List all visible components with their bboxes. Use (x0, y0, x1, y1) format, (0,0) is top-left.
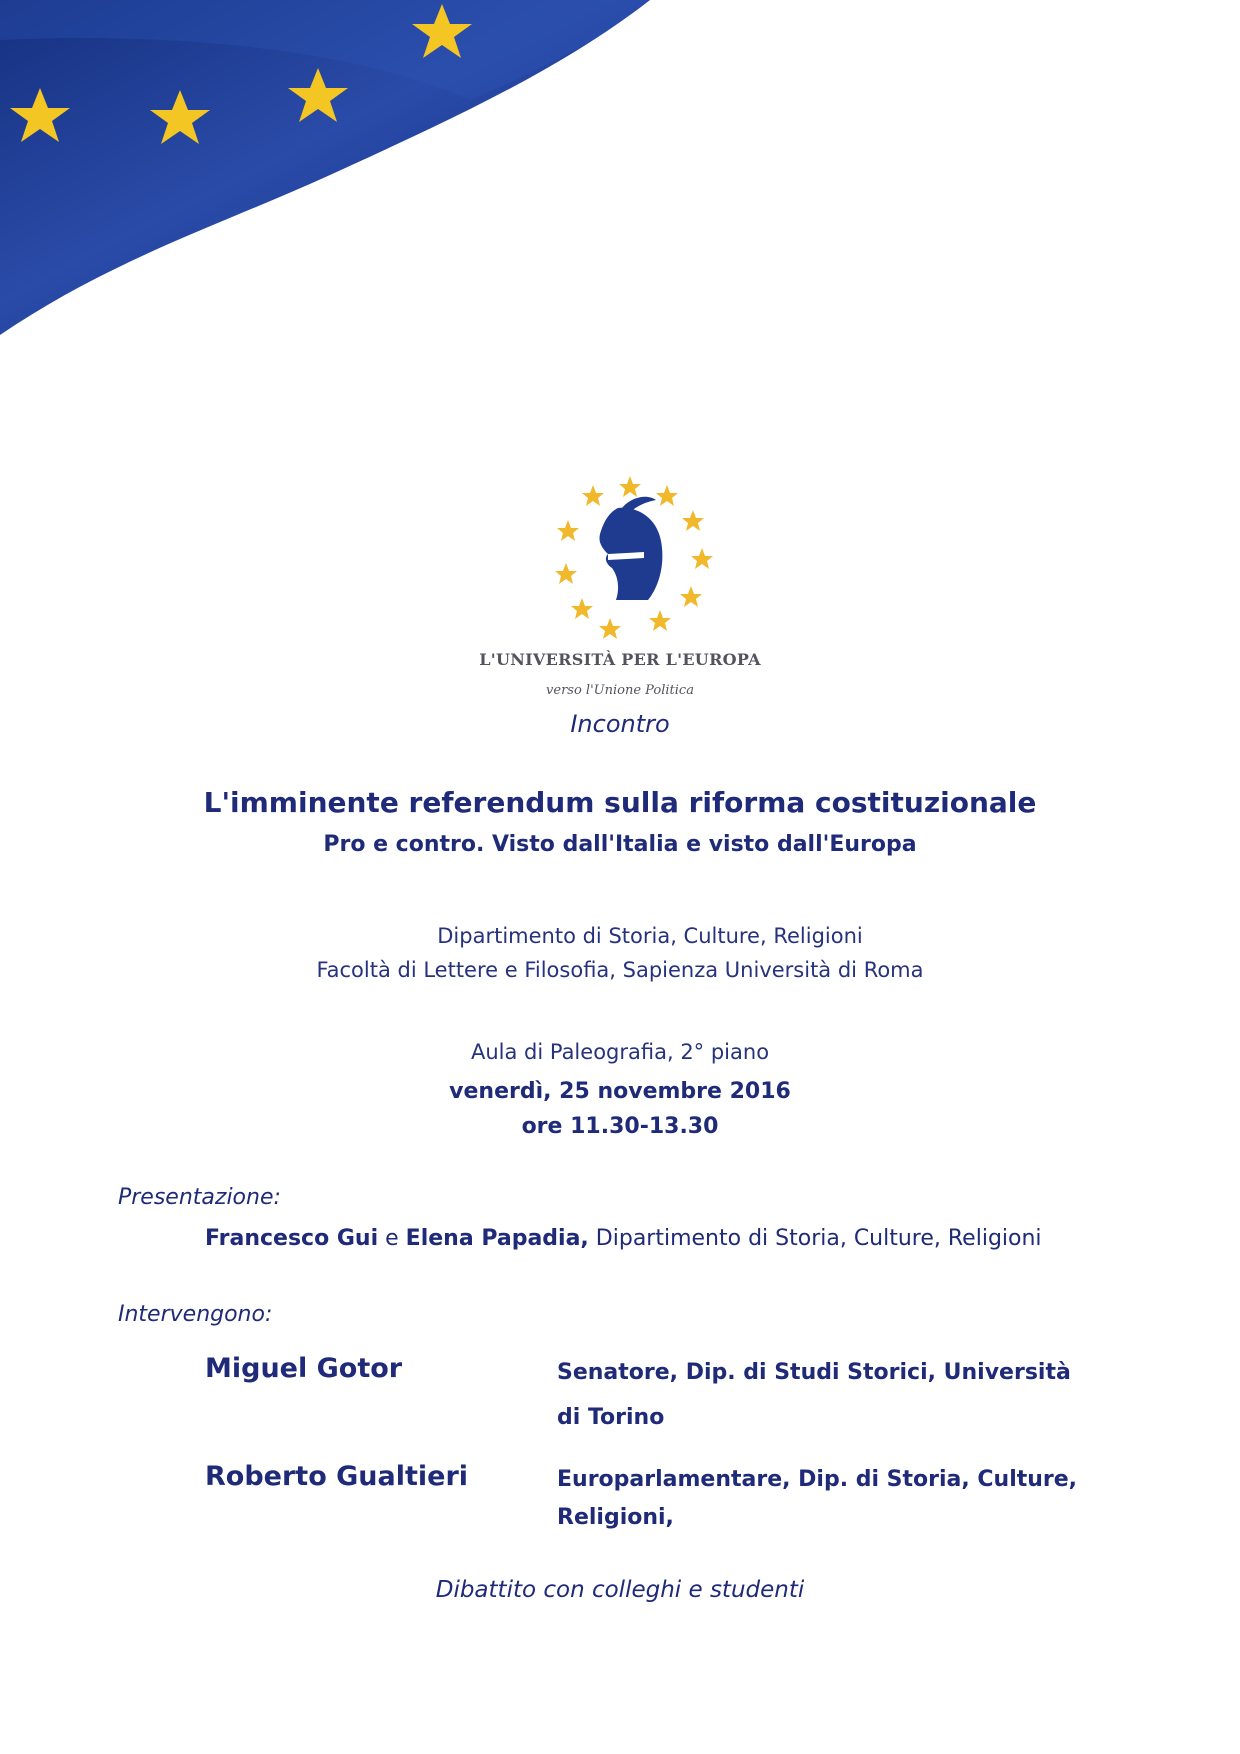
speaker-role: Europarlamentare, Dip. di Storia, Culture, Religioni, (557, 1467, 1078, 1530)
closing-note: Dibattito con colleghi e studenti (435, 1577, 805, 1603)
logo-subtitle: verso l'Unione Politica (546, 683, 694, 698)
minerva-helmet-icon (599, 497, 662, 600)
logo-title: L'UNIVERSITÀ PER L'EUROPA (479, 650, 761, 669)
department: Dipartimento di Storia, Culture, Religioni (437, 924, 863, 948)
presenter-name: Francesco Gui (205, 1226, 379, 1251)
university-logo (520, 468, 720, 646)
speaker-name: Miguel Gotor (205, 1353, 403, 1384)
event-time: ore 11.30-13.30 (521, 1114, 719, 1139)
event-type: Incontro (570, 710, 670, 738)
event-subtitle: Pro e contro. Visto dall'Italia e visto dall'Europa (323, 832, 917, 857)
presenter-conjunction: e (385, 1226, 399, 1251)
presenter-affiliation: Dipartimento di Storia, Culture, Religioni (595, 1226, 1042, 1251)
speaker-name: Roberto Gualtieri (205, 1461, 469, 1492)
faculty: Facoltà di Lettere e Filosofia, Sapienza Università di Roma (316, 958, 924, 982)
event-title: L'imminente referendum sulla riforma costituzionale (203, 786, 1037, 819)
presentation-label: Presentazione: (118, 1185, 281, 1210)
speaker-role: Senatore, Dip. di Studi Storici, Università di Torino (557, 1360, 1071, 1430)
event-room: Aula di Paleografia, 2° piano (470, 1040, 770, 1064)
event-date: venerdì, 25 novembre 2016 (449, 1079, 791, 1104)
presenter-name: Elena Papadia, (405, 1226, 589, 1251)
eu-flag-image (0, 0, 660, 340)
presentation-line (205, 1226, 1042, 1251)
speakers-label: Intervengono: (118, 1302, 273, 1327)
